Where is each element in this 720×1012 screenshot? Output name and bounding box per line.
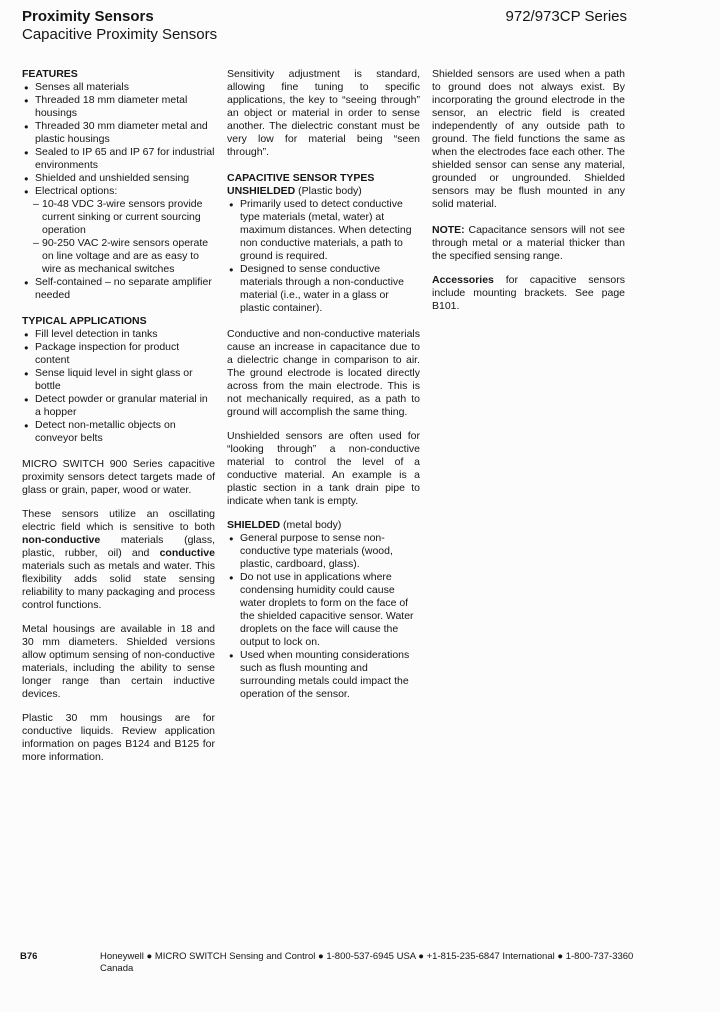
bullet-icon: ● xyxy=(24,187,29,196)
list-item xyxy=(22,367,215,393)
column-left xyxy=(22,68,215,764)
page-title: Proximity Sensors xyxy=(22,8,154,25)
dash-icon: – xyxy=(33,237,39,249)
sub-list-item-text: 10-48 VDC 3-wire sensors provide current sinking or current sourcing operation xyxy=(42,198,203,236)
paragraph-micro-switch: MICRO SWITCH 900 Series capacitive proximity sensors detect targets made of glass or grain, paper, wood or water. xyxy=(22,458,215,496)
paragraph-metal-housings: Metal housings are available in 18 and 30 mm diameters. Shielded versions allow optimum sensing of non-conductive materials, including the ability to sense longer range than certain inductive devices. xyxy=(22,623,215,700)
paragraph-oscillating-field: These sensors utilize an oscillating electric field which is sensitive to both non-conductive materials (glass, plastic, rubber, oil) and conductive materials such as metals and water. This flexibility adds solid state sensing reliability to many packaging and process control functions. xyxy=(22,508,215,611)
electrical-options-sublist xyxy=(22,198,215,276)
list-item-text: Used when mounting considerations such as flush mounting and surrounding metals could impact the operation of the sensor. xyxy=(240,649,410,700)
bullet-icon: ● xyxy=(24,122,29,131)
paragraph-sensitivity: Sensitivity adjustment is standard, allowing fine tuning to specific applications, the key to “seeing through” an object or material in order to sense another. The dielectric constant must be very low for material being “seen through”. xyxy=(227,68,420,158)
sensor-types-heading: CAPACITIVE SENSOR TYPES xyxy=(227,172,375,184)
features-list xyxy=(22,81,215,198)
paragraph-plastic-housings: Plastic 30 mm housings are for conductive liquids. Review application information on pages B124 and B125 for more information. xyxy=(22,712,215,763)
list-item xyxy=(227,649,420,701)
list-item xyxy=(22,146,215,172)
list-item-text: Fill level detection in tanks xyxy=(35,328,158,340)
bullet-icon: ● xyxy=(229,651,234,660)
column-middle xyxy=(227,68,420,764)
bullet-icon: ● xyxy=(24,174,29,183)
series-label: 972/973CP Series xyxy=(505,8,627,25)
bullet-icon: ● xyxy=(24,369,29,378)
list-item xyxy=(227,263,420,315)
list-item-text: Threaded 30 mm diameter metal and plastic housings xyxy=(35,120,208,145)
paragraph-note: NOTE: Capacitance sensors will not see through metal or a material thicker than the specified sensing range. xyxy=(432,224,625,262)
column-right xyxy=(432,68,625,764)
list-item xyxy=(22,94,215,120)
list-item xyxy=(22,81,215,94)
list-item-text: Detect powder or granular material in a hopper xyxy=(35,393,208,418)
list-item xyxy=(227,198,420,263)
bullet-icon: ● xyxy=(24,148,29,157)
list-item xyxy=(227,532,420,571)
features-heading: FEATURES xyxy=(22,68,78,80)
bullet-icon: ● xyxy=(24,343,29,352)
list-item xyxy=(22,185,215,198)
bullet-icon: ● xyxy=(229,265,234,274)
sub-list-item xyxy=(33,237,215,276)
unshielded-subheading: UNSHIELDED (Plastic body) xyxy=(227,185,362,197)
list-item-text: Self-contained – no separate amplifier needed xyxy=(35,276,212,301)
paragraph-shielded-sensors: Shielded sensors are used when a path to ground does not always exist. By incorporating the ground electrode in the sensor, an electric field is created independently of any outside path to ground. The field functions the same as when the electrodes face each other. The shielded sensor can sense any material, grounded or ungrounded. Shielded sensors may be flush mounted in any solid material. xyxy=(432,68,625,210)
sub-list-item-text: 90-250 VAC 2-wire sensors operate on line voltage and are as easy to wire as mechanical switches xyxy=(42,237,209,275)
list-item-text: Do not use in applications where condensing humidity could cause water droplets to form on the face of the shielded capacitive sensor. Water droplets on the face will cause the output to lock on. xyxy=(240,571,414,648)
paragraph-looking-through: Unshielded sensors are often used for “looking through” a non-conductive material to control the level of a conductive material. An example is a plastic section in a tank drain pipe to indicate when tank is empty. xyxy=(227,430,420,507)
content-columns xyxy=(22,68,625,764)
list-item xyxy=(22,341,215,367)
list-item-text: Sealed to IP 65 and IP 67 for industrial environments xyxy=(35,146,215,171)
features-list-tail xyxy=(22,276,215,302)
bullet-icon: ● xyxy=(24,83,29,92)
list-item-text: Electrical options: xyxy=(35,185,118,197)
bullet-icon: ● xyxy=(24,278,29,287)
dash-icon: – xyxy=(33,198,39,210)
paragraph-capacitance: Conductive and non-conductive materials cause an increase in capacitance due to a dielectric change in comparison to air. The ground electrode is located directly across from the main electrode. This is not mechanically required, as a path to ground will accomplish the same thing. xyxy=(227,328,420,418)
list-item xyxy=(22,120,215,146)
applications-list xyxy=(22,328,215,445)
list-item-text: Detect non-metallic objects on conveyor belts xyxy=(35,419,176,444)
bullet-icon: ● xyxy=(229,573,234,582)
paragraph-accessories: Accessories for capacitive sensors include mounting brackets. See page B101. xyxy=(432,274,625,312)
list-item xyxy=(22,276,215,302)
footer-page-number: B76 xyxy=(20,951,38,962)
unshielded-list xyxy=(227,198,420,315)
list-item-text: General purpose to sense non-conductive type materials (wood, plastic, cardboard, glass). xyxy=(240,532,393,570)
list-item xyxy=(22,419,215,445)
list-item-text: Designed to sense conductive materials through a non-conductive material (i.e., water in a glass or plastic container). xyxy=(240,263,405,314)
bullet-icon: ● xyxy=(24,421,29,430)
list-item xyxy=(227,571,420,649)
bullet-icon: ● xyxy=(229,200,234,209)
applications-heading: TYPICAL APPLICATIONS xyxy=(22,315,147,327)
bullet-icon: ● xyxy=(24,395,29,404)
page-header xyxy=(22,8,627,44)
list-item xyxy=(22,393,215,419)
list-item-text: Shielded and unshielded sensing xyxy=(35,172,190,184)
list-item-text: Primarily used to detect conductive type materials (metal, water) at maximum distances. When detecting non conductive materials, a path to ground is required. xyxy=(240,198,412,262)
bullet-icon: ● xyxy=(229,534,234,543)
list-item-text: Package inspection for product content xyxy=(35,341,180,366)
page-subtitle: Capacitive Proximity Sensors xyxy=(22,26,218,43)
sub-list-item xyxy=(33,198,215,237)
shielded-list xyxy=(227,532,420,701)
bullet-icon: ● xyxy=(24,330,29,339)
bullet-icon: ● xyxy=(24,96,29,105)
list-item xyxy=(22,172,215,185)
footer-contact-line: Honeywell ● MICRO SWITCH Sensing and Control ● 1-800-537-6945 USA ● +1-815-235-6847 International ● 1-800-737-3360 Canada xyxy=(100,951,634,974)
shielded-subheading: SHIELDED (metal body) xyxy=(227,519,342,531)
list-item-text: Sense liquid level in sight glass or bottle xyxy=(35,367,193,392)
list-item-text: Senses all materials xyxy=(35,81,129,93)
list-item-text: Threaded 18 mm diameter metal housings xyxy=(35,94,188,119)
list-item xyxy=(22,328,215,341)
